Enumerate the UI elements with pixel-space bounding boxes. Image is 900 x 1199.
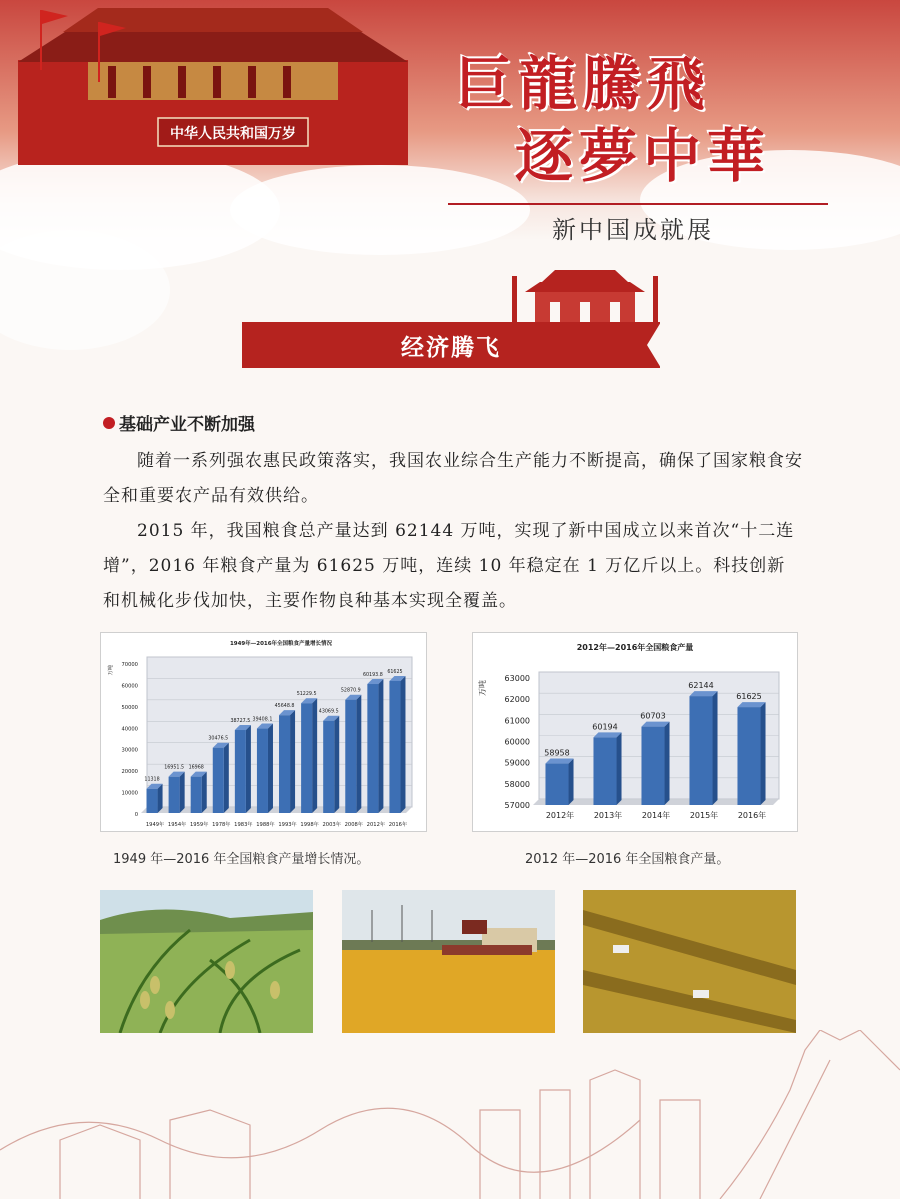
section-title: 经济腾飞 xyxy=(401,334,501,361)
bar-side xyxy=(569,759,574,805)
y-tick-label: 70000 xyxy=(121,662,138,668)
data-label: 60194 xyxy=(592,722,618,732)
y-tick-label: 57000 xyxy=(504,801,530,810)
y-tick-label: 20000 xyxy=(121,769,138,776)
bar-side xyxy=(268,724,273,813)
bar xyxy=(235,730,246,813)
pavilion-icon xyxy=(510,268,660,324)
exhibition-subtitle: 新中国成就展 xyxy=(552,216,714,244)
chart-1-caption: 1949 年—2016 年全国粮食产量增长情况。 xyxy=(113,852,370,867)
x-tick-label: 2014年 xyxy=(641,811,671,820)
bar xyxy=(737,707,760,805)
data-label: 45648.8 xyxy=(274,704,295,710)
title-line-1: 巨龍騰飛 xyxy=(455,50,712,118)
data-label: 61625 xyxy=(736,692,762,702)
y-axis-label: 万吨 xyxy=(108,665,114,676)
bar-side xyxy=(617,732,622,805)
bar-side xyxy=(400,676,405,813)
y-tick-label: 50000 xyxy=(121,704,138,711)
content-heading xyxy=(103,410,255,435)
y-tick-label: 60000 xyxy=(121,683,138,690)
x-tick-label: 1978年 xyxy=(212,822,231,828)
bar xyxy=(323,721,334,813)
x-tick-label: 2012年 xyxy=(545,811,575,820)
aerial-harvest-photo xyxy=(583,890,796,1033)
y-tick-label: 0 xyxy=(134,812,138,818)
y-tick-label: 40000 xyxy=(121,726,138,733)
bar xyxy=(345,700,356,813)
data-label: 61625 xyxy=(387,669,403,675)
data-label: 30476.5 xyxy=(208,736,229,742)
tiananmen-gate-illustration xyxy=(18,0,408,165)
bar xyxy=(545,764,568,805)
city-great-wall-illustration xyxy=(0,1030,900,1199)
x-tick-label: 1954年 xyxy=(167,822,187,828)
bar-side xyxy=(665,722,670,805)
y-tick-label: 61000 xyxy=(504,716,530,726)
data-label: 60703 xyxy=(640,711,666,721)
bar-side xyxy=(378,679,383,813)
x-tick-label: 1988年 xyxy=(256,822,275,828)
y-axis-label: 万吨 xyxy=(478,680,487,696)
bar-side xyxy=(290,710,295,813)
bar xyxy=(689,696,712,805)
chart-1949-2016 xyxy=(100,632,427,832)
title-line-2: 逐夢中華 xyxy=(515,122,772,190)
bar xyxy=(213,748,224,813)
bar-side xyxy=(246,725,251,813)
data-label: 38727.5 xyxy=(230,719,251,725)
bar xyxy=(257,729,268,813)
poster-title xyxy=(455,48,855,192)
bar xyxy=(147,789,158,813)
bar xyxy=(641,727,664,805)
data-label: 51229.5 xyxy=(296,692,317,698)
chart-title: 2012年—2016年全国粮食产量 xyxy=(576,643,694,652)
bar xyxy=(389,681,400,813)
bar xyxy=(301,703,312,813)
bar xyxy=(169,777,180,813)
data-label: 43069.5 xyxy=(318,709,339,715)
y-tick-label: 59000 xyxy=(504,758,530,768)
x-tick-label: 1993年 xyxy=(278,822,297,828)
data-label: 16951.5 xyxy=(164,765,185,771)
bar-side xyxy=(180,772,185,813)
data-label: 11318 xyxy=(144,777,160,783)
bar xyxy=(367,684,378,813)
bar xyxy=(279,715,290,813)
bullet-icon xyxy=(103,417,115,429)
paragraph-2: 2015 年，我国粮食总产量达到 62144 万吨，实现了新中国成立以来首次“十二连增”，2016 年粮食产量为 61625 万吨，连续 10 年稳定在 1 万亿斤以上。科技创新和机械化步伐加快，主要作物良种基本实现全覆盖。 xyxy=(103,521,795,611)
x-tick-label: 2012年 xyxy=(366,822,386,828)
bar-side xyxy=(224,743,229,813)
y-tick-label: 58000 xyxy=(504,779,530,789)
chart-title: 1949年—2016年全国粮食产量增长情况 xyxy=(229,641,333,647)
data-label: 60193.8 xyxy=(362,673,383,679)
data-label: 58958 xyxy=(544,748,570,758)
chart-2-svg xyxy=(473,633,797,831)
chart-1-svg xyxy=(101,633,426,831)
data-label: 52870.9 xyxy=(340,688,361,694)
heading-text: 基础产业不断加强 xyxy=(119,415,255,435)
title-divider xyxy=(448,203,828,205)
y-tick-label: 60000 xyxy=(504,737,530,747)
rice-closeup-photo xyxy=(100,890,313,1033)
bar xyxy=(191,777,202,813)
bar-side xyxy=(356,695,361,813)
bar-side xyxy=(312,698,317,813)
header-banner xyxy=(0,0,900,244)
data-label: 16968 xyxy=(188,765,204,771)
x-tick-label: 1949年 xyxy=(145,822,165,828)
bar-side xyxy=(202,772,207,813)
section-title-bar xyxy=(242,322,660,368)
paragraph-1: 随着一系列强农惠民政策落实，我国农业综合生产能力不断提高，确保了国家粮食安全和重要农产品有效供给。 xyxy=(103,451,803,506)
gate-banner-text: 中华人民共和国万岁 xyxy=(170,126,296,142)
x-tick-label: 2015年 xyxy=(689,811,719,820)
bar-side xyxy=(158,784,163,813)
x-tick-label: 2008年 xyxy=(344,822,363,828)
data-label: 62144 xyxy=(688,681,714,691)
bar-side xyxy=(761,702,766,805)
y-tick-label: 10000 xyxy=(121,790,138,797)
bar xyxy=(593,737,616,805)
x-tick-label: 2003年 xyxy=(322,822,341,828)
x-tick-label: 2016年 xyxy=(737,811,767,820)
data-label: 39408.1 xyxy=(252,717,273,723)
x-tick-label: 1983年 xyxy=(234,822,253,828)
x-tick-label: 2016年 xyxy=(388,822,408,828)
y-tick-label: 63000 xyxy=(504,674,530,683)
bar-side xyxy=(713,691,718,805)
y-tick-label: 30000 xyxy=(121,747,138,754)
chart-2012-2016 xyxy=(472,632,798,832)
x-tick-label: 1959年 xyxy=(190,822,209,828)
chart-2-caption: 2012 年—2016 年全国粮食产量。 xyxy=(525,852,730,867)
x-tick-label: 1998年 xyxy=(300,822,319,828)
y-tick-label: 62000 xyxy=(504,695,530,705)
combine-harvester-photo xyxy=(342,890,555,1033)
x-tick-label: 2013年 xyxy=(593,811,623,820)
bar-side xyxy=(334,716,339,813)
